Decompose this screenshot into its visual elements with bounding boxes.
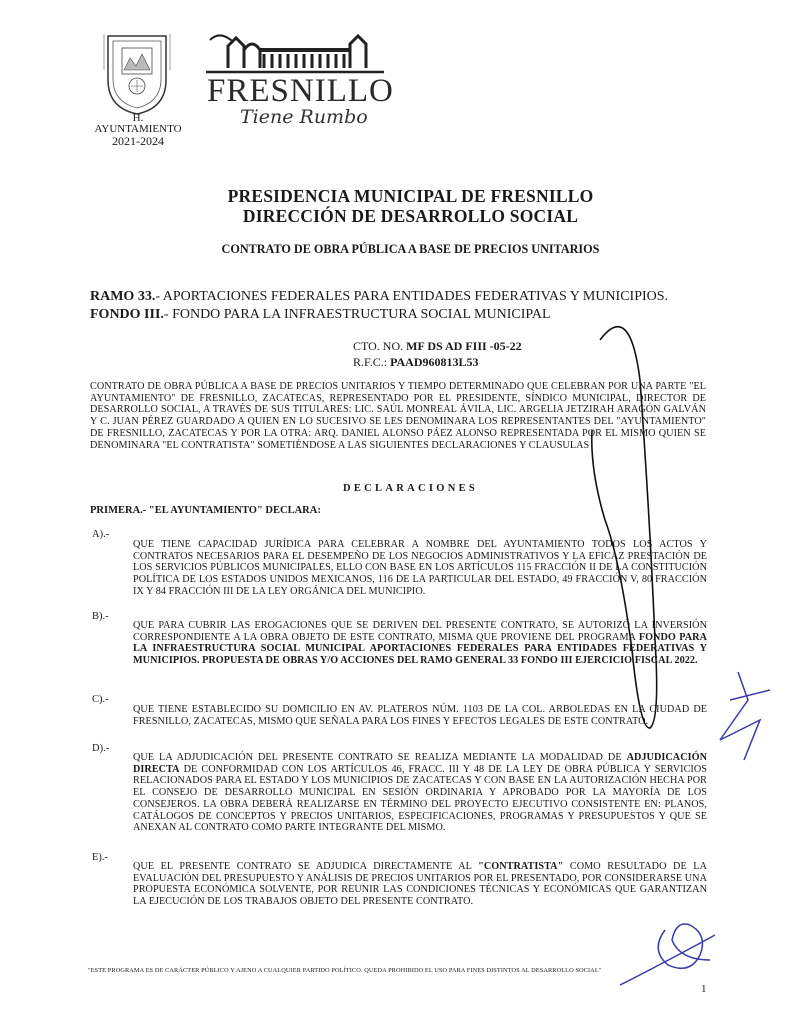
heading-direccion: DIRECCIÓN DE DESARROLLO SOCIAL (242, 206, 579, 226)
brand-tagline: Tiene Rumbo (240, 106, 368, 128)
clause-b-letter: B).- (92, 611, 109, 622)
clause-b-text-a: QUE PARA CUBRIR LAS EROGACIONES QUE SE DERIVEN DEL PRESENTE CONTRATO, SE AUTORIZÓ LA INVERSIÓN CORRESPONDIENTE A LA OBRA OBJETO DE ESTE CONTRATO, MISMA QUE PROVIENE DEL PROGRAMA (133, 620, 707, 643)
clause-d-text-c: DE CONFORMIDAD CON LOS ARTÍCULOS 46, FRACC. III Y 48 DE LA LEY DE OBRA PÚBLICA Y SERVICIOS RELACIONADOS PARA EL ESTADO Y LOS MUNICIPIOS DE ZACATECAS Y CON BASE EN LA AUTORIZACIÓN HECHA POR EL CONSEJO DE DESARROLLO MUNICIPAL EN SESIÓN ORDINARIA Y APROBADO POR LA MAYORÍA DE LOS CONSEJEROS. LA OBRA DEBERÁ REALIZARSE EN TÉRMINO DEL PROYECTO EJECUTIVO CONSISTENTE EN: PLANOS, CATÁLOGOS DE CONCEPTOS Y PRECIOS UNITARIOS, ESPECIFICACIONES, PROGRAMAS Y PRESUPUESTOS Y QUE SE ANEXAN AL CONTRATO COMO PARTE INTEGRANTE DEL MISMO. (133, 763, 707, 834)
clause-b-program: FONDO PARA LA INFRAESTRUCTURA SOCIAL MUNICIPAL APORTACIONES FEDERALES PARA ENTIDADES FEDERATIVAS Y MUNICIPIOS. PROPUESTA DE OBRAS Y/O ACCIONES DEL RAMO GENERAL 33 FONDO III EJERCICIO FISCAL 2022. (133, 631, 707, 667)
clause-e-text (133, 861, 707, 908)
contract-type-title: CONTRATO DE OBRA PÚBLICA A BASE DE PRECIOS UNITARIOS (221, 242, 600, 256)
contract-number-value: MF DS AD FIII -05-22 (406, 339, 522, 353)
clause-d-text (133, 752, 707, 834)
fondo-label: FONDO III. (90, 307, 164, 322)
clause-a-letter: A).- (92, 529, 110, 540)
seal-caption (92, 113, 184, 147)
rfc-value: PAAD960813L53 (390, 355, 479, 369)
intro-paragraph: CONTRATO DE OBRA PÚBLICA A BASE DE PRECIOS UNITARIOS Y TIEMPO DETERMINADO QUE CELEBRAN POR UNA PARTE "EL AYUNTAMIENTO" DE FRESNILLO, ZACATECAS, REPRESENTADO POR EL PRESIDENTE, SÍNDICO MUNICIPAL, DIRECTOR DE DESARROLLO SOCIAL, A TRAVÉS DE SUS TITULARES: LIC. SAÚL MONREAL ÁVILA, LIC. ARGELIA JETZIRAH ARAGÓN GALVÁN Y C. JUAN PÉREZ GUARDADO A QUIEN EN LO SUCESIVO SE LES DENOMINARA LOS REPRESENTANTES DEL "AYUNTAMIENTO" DE FRESNILLO, ZACATECAS Y POR LA OTRA: ARQ. DANIEL ALONSO PÁEZ ALONSO REPRESENTADA POR EL MISMO QUIEN SE DENOMINARA "EL CONTRATISTA" SOMETIÉNDOSE A LAS SIGUIENTES DECLARACIONES Y CLAUSULAS (90, 381, 706, 451)
clause-e-text-a: QUE EL PRESENTE CONTRATO SE ADJUDICA DIRECTAMENTE AL (133, 861, 479, 872)
clause-c-text: QUE TIENE ESTABLECIDO SU DOMICILIO EN AV. PLATEROS NÚM. 1103 DE LA COL. ARBOLEDAS EN LA CIUDAD DE FRESNILLO, ZACATECAS, MISMO QUE SEÑALA PARA LOS FINES Y EFECTOS LEGALES DE ESTE CONTRATO. (133, 704, 707, 727)
declaraciones-title: DECLARACIONES (342, 483, 479, 494)
clause-d-modality: ADJUDICACIÓN DIRECTA (133, 752, 707, 775)
fresnillo-brand: FRESNILLO (207, 73, 394, 109)
rfc-line (353, 355, 479, 370)
signature-initials-blue-1 (720, 672, 770, 760)
clause-e-contratista: "CONTRATISTA" (478, 861, 564, 872)
clause-e-letter: E).- (92, 852, 109, 863)
clause-a-text: QUE TIENE CAPACIDAD JURÍDICA PARA CELEBRAR A NOMBRE DEL AYUNTAMIENTO TODOS LOS ACTOS Y CONTRATOS NECESARIOS PARA EL DESEMPEÑO DE LOS NEGOCIOS ADMINISTRATIVOS Y LA EFICAZ PRESTACIÓN DE LOS SERVICIOS PÚBLICOS MUNICIPALES, ELLO CON BASE EN LOS ARTÍCULOS 115 FRACCIÓN II DE LA CONSTITUCIÓN POLÍTICA DE LOS ESTADOS UNIDOS MEXICANOS, 116 DE LA PARTICULAR DEL ESTADO, 49 FRACCIÓN V, 80 FRACCIÓN IX Y 84 FRACCIÓN III DE LA LEY ORGÁNICA DEL MUNICIPIO. (133, 539, 707, 597)
page-number: 1 (701, 983, 707, 995)
signature-initials-blue-2 (620, 924, 715, 985)
clause-e-text-c: COMO RESULTADO DE LA EVALUACIÓN DEL PRESUPUESTO Y ANÁLISIS DE PRECIOS UNITARIOS POR EL PRESENTADO, POR CONSIDERARSE UNA PROPUESTA ECONÓMICA SOLVENTE, POR REUNIR LAS CONDICIONES TÉCNICAS Y ECONÓMICAS QUE GARANTIZAN LA EJECUCIÓN DE LOS TRABAJOS OBJETO DEL PRESENTE CONTRATO. (133, 861, 707, 908)
rfc-label: R.F.C.: (353, 355, 388, 369)
footer-disclaimer: "ESTE PROGRAMA ES DE CARÁCTER PÚBLICO Y AJENO A CUALQUIER PARTIDO POLÍTICO. QUEDA PROHIBIDO EL USO PARA FINES DISTINTOS AL DESARROLLO SOCIAL" (88, 967, 602, 974)
heading-presidencia: PRESIDENCIA MUNICIPAL DE FRESNILLO (227, 186, 594, 206)
contract-number-label: CTO. NO. (353, 339, 404, 353)
ramo-label: RAMO 33. (90, 289, 156, 304)
primera-heading: PRIMERA.- "EL AYUNTAMIENTO" DECLARA: (90, 505, 321, 516)
clause-b-text (133, 620, 707, 667)
ayuntamiento-label: H. AYUNTAMIENTO (94, 112, 182, 135)
period-label: 2021-2024 (112, 134, 164, 148)
ramo-text: - APORTACIONES FEDERALES PARA ENTIDADES FEDERATIVAS Y MUNICIPIOS. (155, 289, 669, 304)
clause-d-text-a: QUE LA ADJUDICACIÓN DEL PRESENTE CONTRATO SE REALIZA MEDIANTE LA MODALIDAD DE (133, 752, 627, 763)
fondo-text: - FONDO PARA LA INFRAESTRUCTURA SOCIAL MUNICIPAL (163, 307, 551, 322)
clause-c-letter: C).- (92, 694, 109, 705)
ramo-line (90, 289, 668, 305)
fondo-line (90, 307, 551, 323)
contract-number (353, 339, 522, 354)
municipal-seal (100, 30, 174, 116)
clause-d-letter: D).- (92, 743, 110, 754)
